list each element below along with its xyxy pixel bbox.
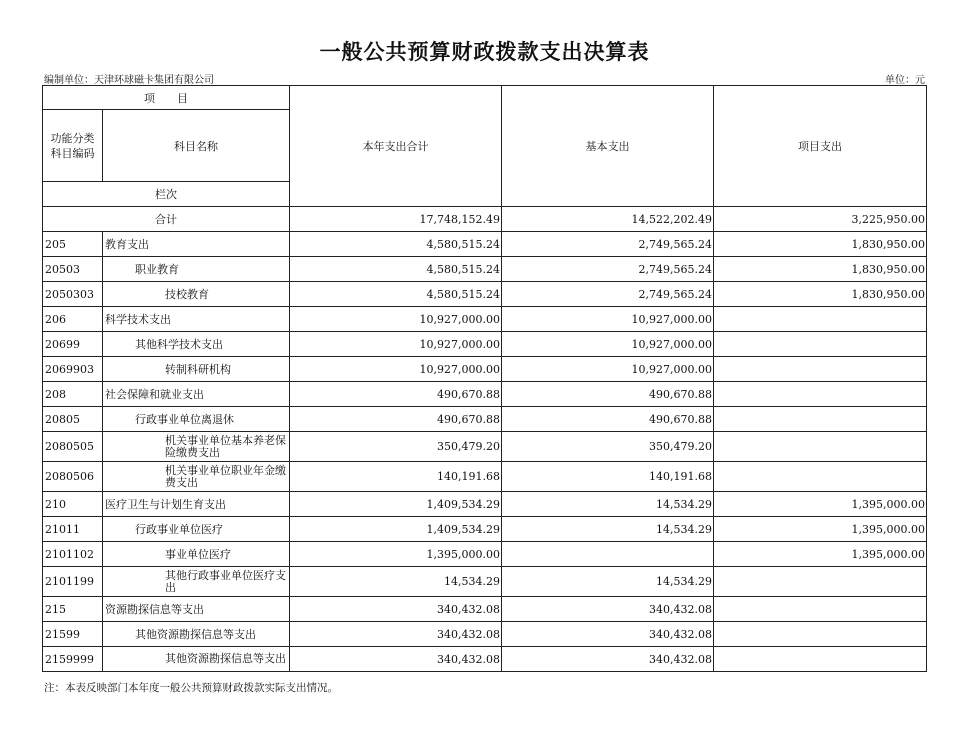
row-value-2: 340,432.08 <box>502 597 714 622</box>
total-row <box>43 207 927 232</box>
row-value-3: 1,830,950.00 <box>714 282 927 307</box>
total-label: 合计 <box>43 207 290 232</box>
row-name: 教育支出 <box>103 232 290 257</box>
row-code: 20805 <box>43 407 103 432</box>
row-value-3 <box>714 622 927 647</box>
row-value-3 <box>714 567 927 597</box>
table-row <box>43 432 927 462</box>
row-code: 2080506 <box>43 462 103 492</box>
row-value-2: 10,927,000.00 <box>502 357 714 382</box>
table-row <box>43 597 927 622</box>
row-value-3: 1,395,000.00 <box>714 542 927 567</box>
table-row <box>43 517 927 542</box>
row-value-1: 4,580,515.24 <box>290 232 502 257</box>
row-value-2: 14,534.29 <box>502 567 714 597</box>
row-value-3: 1,395,000.00 <box>714 492 927 517</box>
table-row <box>43 542 927 567</box>
row-value-3 <box>714 647 927 672</box>
row-value-2: 10,927,000.00 <box>502 307 714 332</box>
row-value-1: 10,927,000.00 <box>290 307 502 332</box>
row-value-1: 14,534.29 <box>290 567 502 597</box>
row-value-2: 14,534.29 <box>502 492 714 517</box>
row-code: 2080505 <box>43 432 103 462</box>
header-code: 功能分类 科目编码 <box>43 110 103 182</box>
row-code: 2050303 <box>43 282 103 307</box>
table-row <box>43 462 927 492</box>
row-value-3 <box>714 597 927 622</box>
row-value-2: 490,670.88 <box>502 407 714 432</box>
row-value-1: 490,670.88 <box>290 407 502 432</box>
header-row-item <box>43 86 927 110</box>
row-value-2: 2,749,565.24 <box>502 232 714 257</box>
row-name: 其他资源勘探信息等支出 <box>103 647 290 672</box>
row-name: 其他资源勘探信息等支出 <box>103 622 290 647</box>
row-code: 206 <box>43 307 103 332</box>
row-code: 20699 <box>43 332 103 357</box>
row-value-1: 350,479.20 <box>290 432 502 462</box>
row-name: 转制科研机构 <box>103 357 290 382</box>
table-row <box>43 332 927 357</box>
row-value-2 <box>502 542 714 567</box>
row-name: 资源勘探信息等支出 <box>103 597 290 622</box>
row-name: 职业教育 <box>103 257 290 282</box>
row-name: 事业单位医疗 <box>103 542 290 567</box>
row-value-3 <box>714 307 927 332</box>
total-value-3: 3,225,950.00 <box>714 207 927 232</box>
row-value-3 <box>714 332 927 357</box>
row-value-1: 140,191.68 <box>290 462 502 492</box>
row-value-3: 1,830,950.00 <box>714 257 927 282</box>
row-code: 21599 <box>43 622 103 647</box>
row-code: 208 <box>43 382 103 407</box>
table-row <box>43 282 927 307</box>
row-value-2: 2,749,565.24 <box>502 257 714 282</box>
header-total-expenditure: 本年支出合计 <box>290 86 502 207</box>
row-value-2: 140,191.68 <box>502 462 714 492</box>
table-row <box>43 492 927 517</box>
row-code: 2069903 <box>43 357 103 382</box>
row-value-3 <box>714 357 927 382</box>
total-value-1: 17,748,152.49 <box>290 207 502 232</box>
total-value-2: 14,522,202.49 <box>502 207 714 232</box>
row-code: 20503 <box>43 257 103 282</box>
row-value-1: 4,580,515.24 <box>290 282 502 307</box>
row-value-3 <box>714 432 927 462</box>
row-value-3 <box>714 407 927 432</box>
row-value-1: 1,409,534.29 <box>290 492 502 517</box>
row-code: 21011 <box>43 517 103 542</box>
row-value-1: 340,432.08 <box>290 647 502 672</box>
row-name: 行政事业单位离退休 <box>103 407 290 432</box>
row-name: 社会保障和就业支出 <box>103 382 290 407</box>
table-row <box>43 647 927 672</box>
lanci-label: 栏次 <box>43 182 290 207</box>
row-value-1: 4,580,515.24 <box>290 257 502 282</box>
row-name: 技校教育 <box>103 282 290 307</box>
table-row <box>43 622 927 647</box>
header-project-expenditure: 项目支出 <box>714 86 927 207</box>
expenditure-table <box>42 85 927 672</box>
table-row <box>43 407 927 432</box>
header-name: 科目名称 <box>103 110 290 182</box>
row-code: 2101102 <box>43 542 103 567</box>
row-name: 其他科学技术支出 <box>103 332 290 357</box>
table-row <box>43 382 927 407</box>
row-code: 2101199 <box>43 567 103 597</box>
row-value-1: 1,409,534.29 <box>290 517 502 542</box>
row-value-1: 10,927,000.00 <box>290 357 502 382</box>
row-code: 215 <box>43 597 103 622</box>
row-value-2: 350,479.20 <box>502 432 714 462</box>
table-row <box>43 257 927 282</box>
row-name: 机关事业单位基本养老保险缴费支出 <box>103 432 290 462</box>
row-value-1: 340,432.08 <box>290 622 502 647</box>
header-basic-expenditure: 基本支出 <box>502 86 714 207</box>
row-name: 行政事业单位医疗 <box>103 517 290 542</box>
compiling-unit-label: 编制单位：天津环球磁卡集团有限公司 <box>44 75 214 86</box>
row-value-2: 14,534.29 <box>502 517 714 542</box>
row-value-2: 490,670.88 <box>502 382 714 407</box>
row-value-2: 2,749,565.24 <box>502 282 714 307</box>
row-name: 医疗卫生与计划生育支出 <box>103 492 290 517</box>
currency-unit-label: 单位：元 <box>885 75 925 86</box>
table-row <box>43 232 927 257</box>
row-code: 205 <box>43 232 103 257</box>
row-value-3 <box>714 382 927 407</box>
row-value-1: 340,432.08 <box>290 597 502 622</box>
row-name: 科学技术支出 <box>103 307 290 332</box>
table-row <box>43 307 927 332</box>
table-row <box>43 567 927 597</box>
row-value-1: 490,670.88 <box>290 382 502 407</box>
row-value-1: 10,927,000.00 <box>290 332 502 357</box>
row-value-2: 340,432.08 <box>502 622 714 647</box>
row-value-1: 1,395,000.00 <box>290 542 502 567</box>
row-value-3: 1,830,950.00 <box>714 232 927 257</box>
row-code: 2159999 <box>43 647 103 672</box>
row-value-2: 340,432.08 <box>502 647 714 672</box>
row-name: 其他行政事业单位医疗支出 <box>103 567 290 597</box>
footnote: 注：本表反映部门本年度一般公共预算财政拨款实际支出情况。 <box>44 682 338 694</box>
row-value-3: 1,395,000.00 <box>714 517 927 542</box>
header-item: 项 目 <box>43 86 290 110</box>
page-title: 一般公共预算财政拨款支出决算表 <box>319 39 650 64</box>
table-row <box>43 357 927 382</box>
row-code: 210 <box>43 492 103 517</box>
row-value-3 <box>714 462 927 492</box>
row-name: 机关事业单位职业年金缴费支出 <box>103 462 290 492</box>
row-value-2: 10,927,000.00 <box>502 332 714 357</box>
